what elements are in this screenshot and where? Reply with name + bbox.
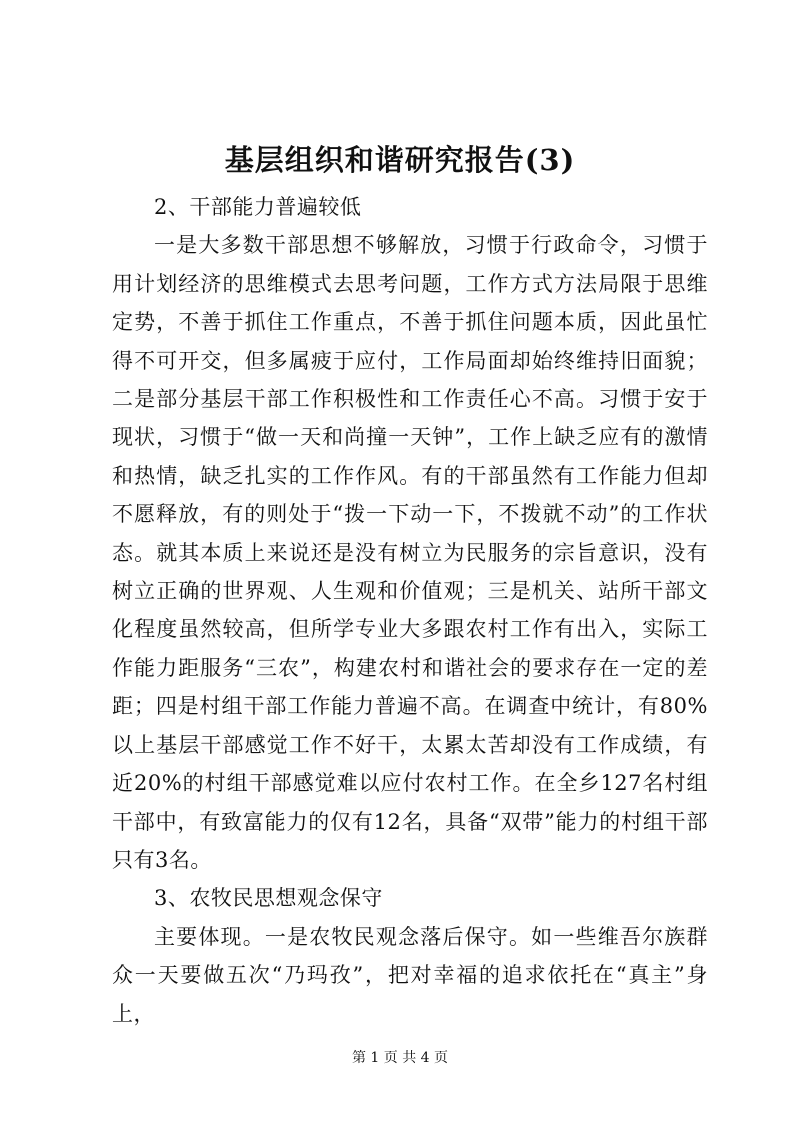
document-body <box>112 188 708 1033</box>
section-heading-herdsmen-thinking: 3、农牧民思想观念保守 <box>154 886 383 911</box>
section-heading-cadre-ability: 2、干部能力普遍较低 <box>154 195 362 219</box>
document-title: 基层组织和谐研究报告(3) <box>224 143 576 177</box>
page-footer: 第 1 页 共 4 页 <box>351 1050 449 1066</box>
paragraph-cadre-ability: 一是大多数干部思想不够解放，习惯于行政命令，习惯于用计划经济的思维模式去思考问题，工作方式方法局限于思维定势，不善于抓住工作重点，不善于抓住问题本质，因此虽忙得不可开交，但多属疲于应付，工作局面却始终维持旧面貌；二是部分基层干部工作积极性和工作责任心不高。习惯于安于现状，习惯于“做一天和尚撞一天钟”，工作上缺乏应有的激情和热情，缺乏扎实的工作作风。有的干部虽然有工作能力但却不愿释放，有的则处于“拨一下动一下，不拨就不动”的工作状态。就其本质上来说还是没有树立为民服务的宗旨意识，没有树立正确的世界观、人生观和价值观；三是机关、站所干部文化程度虽然较高，但所学专业大多跟农村工作有出入，实际工作能力距服务“三农”，构建农村和谐社会的要求存在一定的差距；四是村组干部工作能力普遍不高。在调查中统计，有80%以上基层干部感觉工作不好干，太累太苦却没有工作成绩，有近20%的村组干部感觉难以应付农村工作。在全乡127名村组干部中，有致富能力的仅有12名，具备“双带”能力的村组干部只有3名。 <box>112 233 708 872</box>
paragraph-herdsmen-thinking: 主要体现。一是农牧民观念落后保守。如一些维吾尔族群众一天要做五次“乃玛孜”，把对幸福的追求依托在“真主”身上， <box>112 924 708 1026</box>
